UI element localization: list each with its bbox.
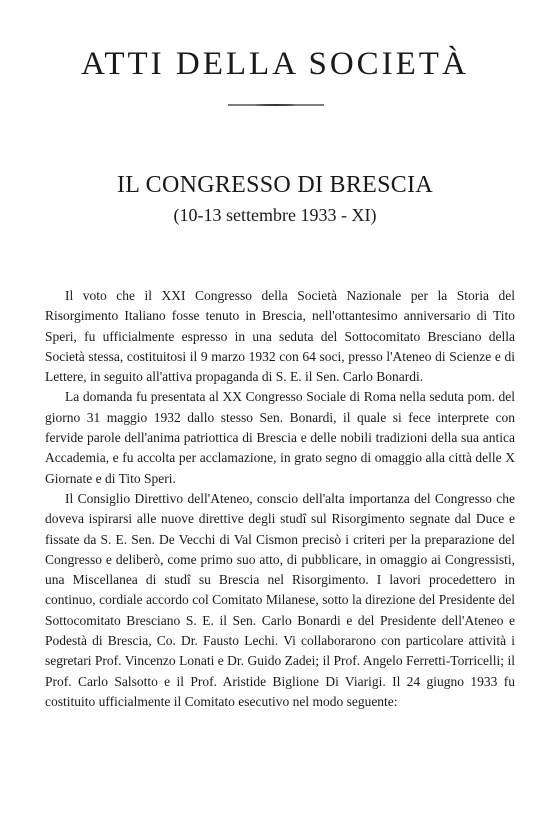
article-body bbox=[45, 286, 515, 712]
section-title: ATTI DELLA SOCIETÀ bbox=[81, 46, 469, 82]
article-title: IL CONGRESSO DI BRESCIA bbox=[116, 172, 434, 198]
article-subtitle: (10-13 settembre 1933 - XI) bbox=[173, 205, 377, 225]
paragraph: Il voto che il XXI Congresso della Società Nazionale per la Storia del Risorgimento Italiano fosse tenuto in Brescia, nell'ottantesimo anniversario di Tito Speri, fu ufficialmente espresso in una seduta del Sottocomitato Bresciano della Società stessa, costituitosi il 9 marzo 1932 con 64 soci, presso l'Ateneo di Scienze e di Lettere, in seguito all'attiva propaganda di S. E. il Sen. Carlo Bonardi. bbox=[45, 288, 515, 385]
paragraph: La domanda fu presentata al XX Congresso Sociale di Roma nella seduta pom. del giorno 31 maggio 1932 dallo stesso Sen. Bonardi, il quale si fece interprete con fervide parole dell'anima patriottica di Brescia e delle nobili tradizioni della sua antica Accademia, e fu accolta per acclamazione, in grato segno di omaggio alla città delle X Giornate e di Tito Speri. bbox=[45, 389, 515, 486]
decorative-rule bbox=[228, 103, 324, 107]
paragraph: Il Consiglio Direttivo dell'Ateneo, conscio dell'alta importanza del Congresso che doveva ispirarsi alle nuove direttive degli studî sul Risorgimento segnate dal Duce e fissate da S. E. Sen. De Vecchi di Val Cismon precisò i criteri per la preparazione del Congresso e deliberò, come primo suo atto, di pubblicare, in omaggio ai Congressisti, una Miscellanea di studî su Brescia nel Risorgimento. I lavori procedettero in continuo, cordiale accordo col Comitato Milanese, sotto la direzione del Presidente del Sottocomitato Bresciano S. E. il Sen. Carlo Bonardi e del Presidente dell'Ateneo e Podestà di Brescia, Co. Dr. Fausto Lechi. Vi collaborarono con particolare attività i segretari Prof. Vincenzo Lonati e Dr. Guido Zadei; il Prof. Angelo Ferretti-Torricelli; il Prof. Carlo Salsotto e il Prof. Aristide Biglione Di Viarigi. Il 24 giugno 1933 fu costituito ufficialmente il Comitato esecutivo nel modo seguente: bbox=[45, 490, 515, 709]
